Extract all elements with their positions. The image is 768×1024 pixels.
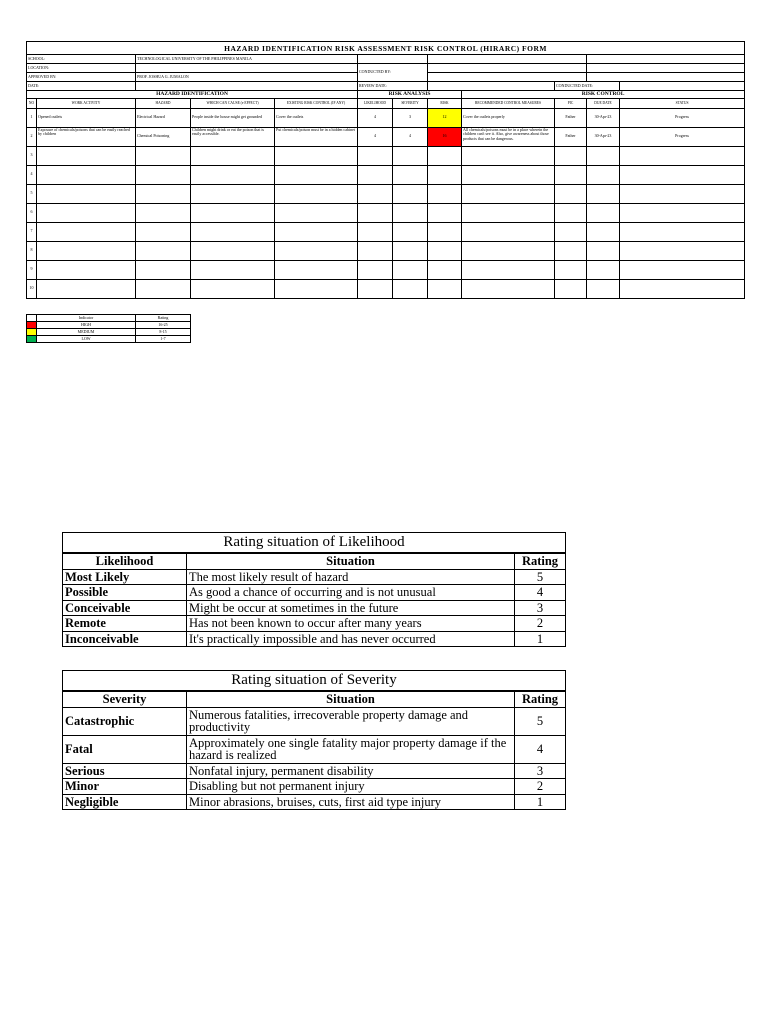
rating: 5 [515,707,566,735]
due-date: 30-Apr-23 [587,108,620,127]
situation: Numerous fatalities, irrecoverable property damage and productivity [187,707,515,735]
date-value [136,82,358,91]
hirarc-form [26,41,745,299]
likelihood-label: Conceivable [63,600,187,616]
row-no: 4 [27,165,37,184]
status: Progress [620,127,745,146]
legend-range: 16-25 [136,322,191,329]
existing-control: Cover the outlets [275,108,358,127]
row-no: 3 [27,146,37,165]
situation: It's practically impossible and has never occurred [187,631,515,647]
table-row [27,146,745,165]
row-no: 1 [27,108,37,127]
situation: Might be occur at sometimes in the future [187,600,515,616]
section-hazard-identification: HAZARD IDENTIFICATION [27,91,358,99]
col-header: HAZARD [136,98,191,108]
risk: 16 [428,127,462,146]
rating: 1 [515,631,566,647]
table-row [27,241,745,260]
rating: 3 [515,600,566,616]
row-no: 9 [27,260,37,279]
table-row [63,794,566,810]
legend-header: Rating [136,315,191,322]
legend-swatch-medium [27,329,37,336]
effect: Children might drink or eat the poison that is easily accessible. [191,127,275,146]
legend-swatch-low [27,336,37,343]
severity-label: Catastrophic [63,707,187,735]
conducted-date-value [620,82,745,91]
table-row [63,735,566,763]
severity-rating-table [62,670,566,810]
review-date-value [428,82,555,91]
severity-label: Serious [63,763,187,779]
rating: 1 [515,794,566,810]
table-row [27,203,745,222]
situation: Minor abrasions, bruises, cuts, first aid type injury [187,794,515,810]
table-row [63,585,566,601]
status: Progress [620,108,745,127]
legend-label: MEDIUM [37,329,136,336]
table-row [27,184,745,203]
table-row [63,763,566,779]
table-row [63,779,566,795]
legend-label: LOW [37,336,136,343]
col-header: EXISTING RISK CONTROL (IF ANY) [275,98,358,108]
severity-label: Fatal [63,735,187,763]
date-label: DATE: [27,82,136,91]
rating: 3 [515,763,566,779]
work-activity: Opened outlets [37,108,136,127]
col-header: STATUS [620,98,745,108]
table-row [27,279,745,298]
likelihood-label: Remote [63,616,187,632]
school-label: SCHOOL: [27,55,136,64]
pic: Father [555,108,587,127]
location-value [136,64,358,73]
situation: The most likely result of hazard [187,569,515,585]
likelihood-rating-table [62,532,566,647]
col-header: RISK [428,98,462,108]
legend-swatch-high [27,322,37,329]
info-blank [587,73,745,82]
table-row [63,600,566,616]
situation: As good a chance of occurring and is not unusual [187,585,515,601]
conducted-by-label: CONDUCTED BY: [358,64,428,82]
risk-legend [26,314,191,343]
existing-control: Put chemicals/poison must be in a hidden cabinet [275,127,358,146]
hazard: Electrical Hazard [136,108,191,127]
effect: People inside the house might get grounded [191,108,275,127]
table-row [63,616,566,632]
col-header: Severity [63,691,187,707]
situation: Approximately one single fatality major property damage if the hazard is realized [187,735,515,763]
recommended-measures: Cover the outlets properly [462,108,555,127]
situation: Nonfatal injury, permanent disability [187,763,515,779]
likelihood: 4 [358,127,393,146]
col-header: Situation [187,691,515,707]
table-row [27,222,745,241]
legend-range: 1-7 [136,336,191,343]
col-header: RECOMMENDED CONTROL MEASURES [462,98,555,108]
form-title: HAZARD IDENTIFICATION RISK ASSESSMENT RISK CONTROL (HIRARC) FORM [27,42,745,55]
table-row [27,260,745,279]
rating: 4 [515,735,566,763]
likelihood-table-title: Rating situation of Likelihood [63,533,566,554]
col-header: NO [27,98,37,108]
legend-header: Indicator [37,315,136,322]
likelihood-label: Most Likely [63,569,187,585]
approved-by-value: PROF. JOSHUA G. JUMALON [136,73,358,82]
section-risk-analysis: RISK ANALYSIS [358,91,462,99]
col-header: Situation [187,553,515,569]
row-no: 5 [27,184,37,203]
situation: Has not been known to occur after many years [187,616,515,632]
location-label: LOCATION: [27,64,136,73]
table-row [27,108,745,127]
legend-label: HIGH [37,322,136,329]
col-header: Rating [515,553,566,569]
risk: 12 [428,108,462,127]
pic: Father [555,127,587,146]
table-row [63,569,566,585]
col-header: WHICH CAN CAUSE (e EFFECT) [191,98,275,108]
row-no: 6 [27,203,37,222]
row-no: 2 [27,127,37,146]
school-value: TECHNOLOGICAL UNIVERSITY OF THE PHILIPPINES MANILA [136,55,358,64]
row-no: 10 [27,279,37,298]
recommended-measures: All chemicals/poisons must be in a place wherein the children can't see it. Also, give awareness about those products that can be dangerous. [462,127,555,146]
table-row [27,165,745,184]
col-header: Likelihood [63,553,187,569]
severity-table-title: Rating situation of Severity [63,671,566,692]
rating: 2 [515,779,566,795]
legend-range: 8-15 [136,329,191,336]
severity-label: Negligible [63,794,187,810]
rating: 4 [515,585,566,601]
conducted-date-label: CONDUCTED DATE: [555,82,620,91]
col-header: DUE DATE [587,98,620,108]
info-blank [428,55,587,64]
likelihood: 4 [358,108,393,127]
severity: 3 [393,108,428,127]
work-activity: Exposure of chemicals/poisons that can be easily reached by children [37,127,136,146]
table-row [63,707,566,735]
col-header: PIC [555,98,587,108]
legend-swatch-header [27,315,37,322]
situation: Disabling but not permanent injury [187,779,515,795]
info-blank [587,55,745,64]
due-date: 30-Apr-23 [587,127,620,146]
info-blank [428,73,587,82]
col-header: WORK ACTIVITY [37,98,136,108]
table-row [63,631,566,647]
rating: 2 [515,616,566,632]
severity-label: Minor [63,779,187,795]
hazard: Chemical Poisoning [136,127,191,146]
info-blank [358,55,428,64]
likelihood-label: Inconceivable [63,631,187,647]
approved-by-label: APPROVED BY: [27,73,136,82]
col-header: Rating [515,691,566,707]
col-header: LIKELIHOOD [358,98,393,108]
section-risk-control: RISK CONTROL [462,91,745,99]
rating: 5 [515,569,566,585]
row-no: 7 [27,222,37,241]
info-blank [587,64,745,73]
table-row [27,127,745,146]
likelihood-label: Possible [63,585,187,601]
col-header: SEVERITY [393,98,428,108]
info-blank [428,64,587,73]
row-no: 8 [27,241,37,260]
severity: 4 [393,127,428,146]
review-date-label: REVIEW DATE: [358,82,428,91]
